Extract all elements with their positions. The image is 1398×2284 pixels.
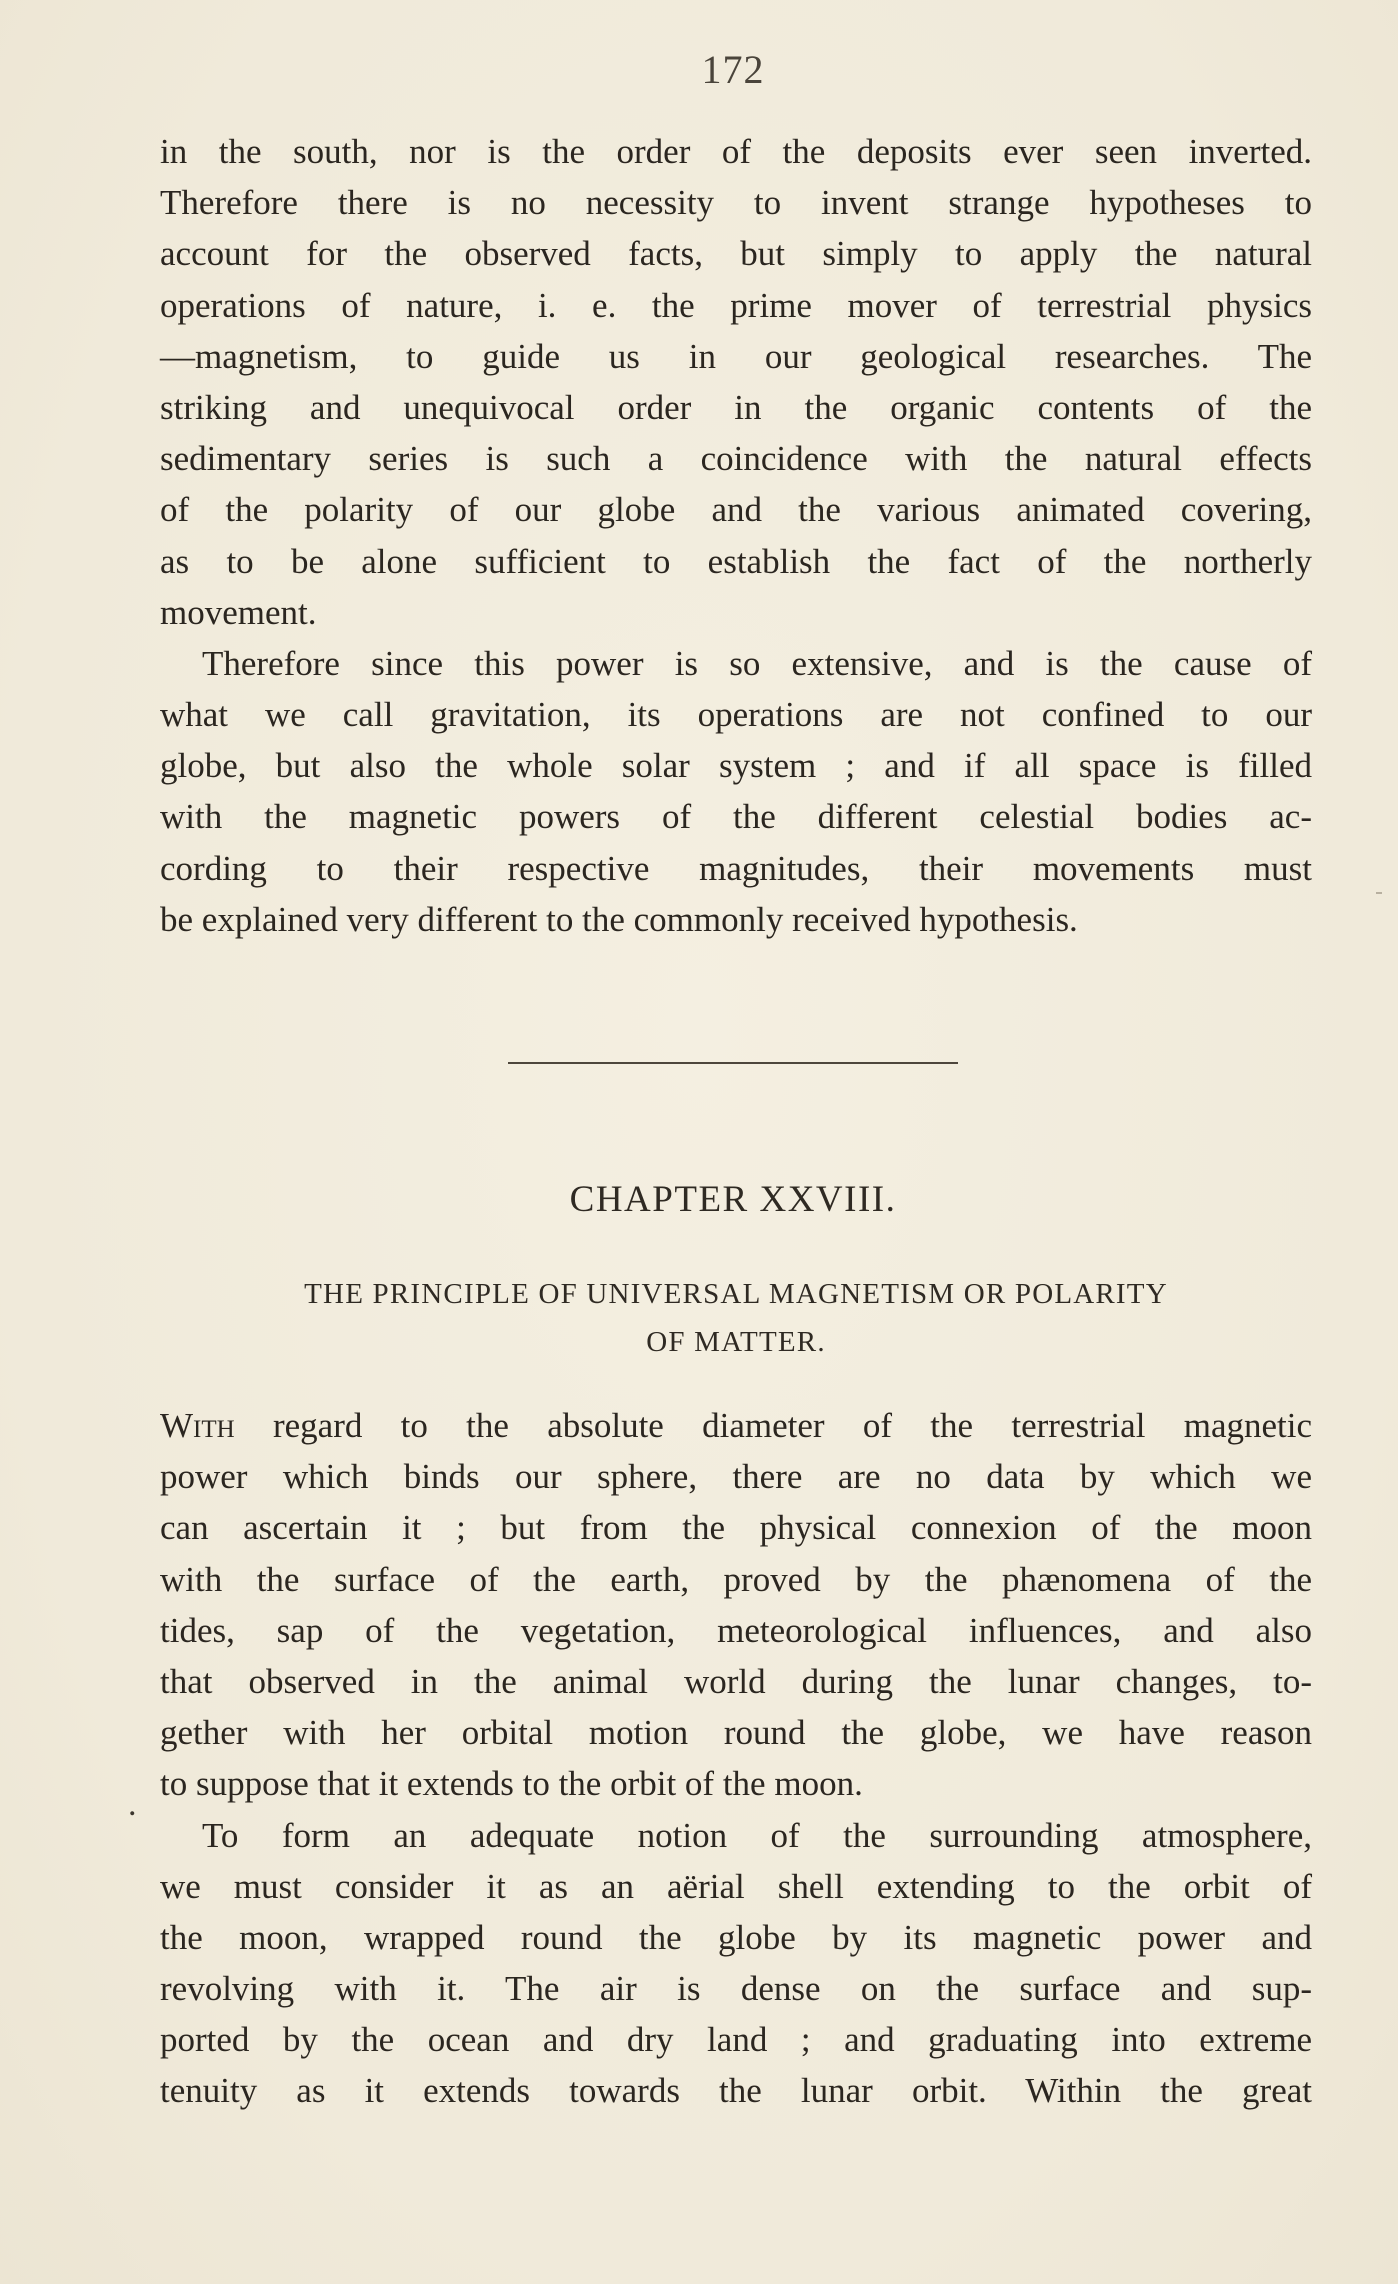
margin-mark — [1376, 892, 1382, 894]
text-line: that observed in the animal world during the lunar changes, to- — [160, 1661, 1312, 1701]
text-line: To form an adequate notion of the surrounding atmosphere, — [202, 1815, 1312, 1855]
text-line: cording to their respective magnitudes, their movements must — [160, 848, 1312, 888]
text-line: Therefore since this power is so extensive, and is the cause of — [202, 643, 1312, 683]
text-line: sedimentary series is such a coincidence with the natural effects — [160, 439, 1312, 479]
text-line: operations of nature, i. e. the prime mover of terrestrial physics — [160, 285, 1312, 325]
text-line: with the surface of the earth, proved by the phænomena of the — [160, 1559, 1312, 1599]
text-line: as to be alone sufficient to establish the fact of the northerly — [160, 541, 1312, 581]
text-line: be explained very different to the commonly received hypothesis. — [160, 899, 1078, 939]
margin-dot: . — [128, 1786, 137, 1823]
text-line: movement. — [160, 592, 317, 632]
text-line: revolving with it. The air is dense on the surface and sup- — [160, 1969, 1312, 2009]
text-line: power which binds our sphere, there are no data by which we — [160, 1457, 1312, 1497]
chapter-subtitle-line: THE PRINCIPLE OF UNIVERSAL MAGNETISM OR POLARITY — [304, 1278, 1168, 1310]
text-line: the moon, wrapped round the globe by its magnetic power and — [160, 1917, 1312, 1957]
first-line-text: regard to the absolute diameter of the terrestrial magnetic — [234, 1406, 1312, 1445]
section-divider — [508, 1062, 958, 1064]
text-line: ported by the ocean and dry land ; and graduating into extreme — [160, 2020, 1312, 2060]
text-line: tenuity as it extends towards the lunar orbit. Within the great — [160, 2071, 1312, 2111]
opening-word: With — [160, 1406, 235, 1445]
chapter-heading: CHAPTER XXVIII. — [569, 1179, 897, 1220]
text-line: to suppose that it extends to the orbit of the moon. — [160, 1764, 863, 1804]
chapter-subtitle-line: OF MATTER. — [646, 1326, 826, 1358]
text-line: account for the observed facts, but simply to apply the natural — [160, 234, 1312, 274]
text-line: gether with her orbital motion round the globe, we have reason — [160, 1713, 1312, 1753]
text-line: in the south, nor is the order of the deposits ever seen inverted. — [160, 132, 1312, 171]
text-line: can ascertain it ; but from the physical connexion of the moon — [160, 1508, 1312, 1548]
text-line: what we call gravitation, its operations are not confined to our — [160, 695, 1312, 735]
text-line: of the polarity of our globe and the various animated covering, — [160, 490, 1312, 530]
text-line: we must consider it as an aërial shell extending to the orbit of — [160, 1866, 1312, 1906]
text-line: globe, but also the whole solar system ; and if all space is filled — [160, 746, 1312, 786]
second-passage — [160, 1400, 1312, 2117]
chapter-subtitle — [160, 1270, 1312, 1366]
text-line: tides, sap of the vegetation, meteorological influences, and also — [160, 1610, 1312, 1650]
page-number: 172 — [701, 47, 765, 92]
text-line: with the magnetic powers of the different celestial bodies ac- — [160, 797, 1312, 837]
first-passage — [160, 126, 1312, 945]
text-line: striking and unequivocal order in the organic contents of the — [160, 387, 1312, 427]
text-line: —magnetism, to guide us in our geological researches. The — [160, 336, 1312, 376]
text-line — [160, 1400, 1312, 1451]
text-line: Therefore there is no necessity to invent strange hypotheses to — [160, 183, 1312, 223]
